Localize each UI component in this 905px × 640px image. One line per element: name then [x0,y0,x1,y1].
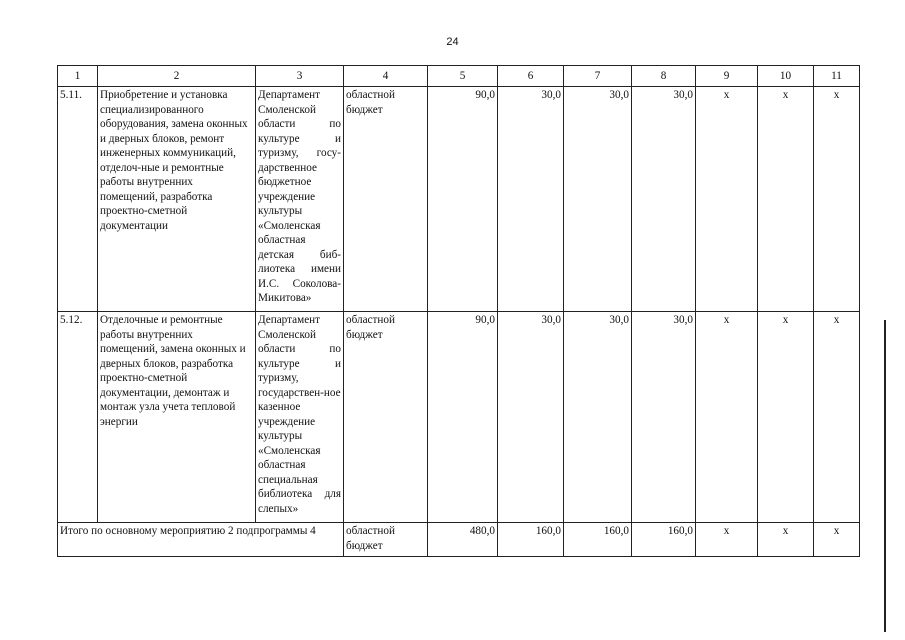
header-cell: 1 [58,66,98,87]
row-indicator: x [696,312,758,523]
row-description: Приобретение и установка специализированного оборудования, замена оконных и дверных блоков, ремонт инженерных коммуникаций, отделоч-ные и ремонтные работы внутренних помещений, разработка проектно-сметной документации [98,87,256,312]
row-indicator: x [758,87,814,312]
row-funding-source: областной бюджет [344,312,428,523]
total-value-year1: 160,0 [498,523,564,557]
header-cell: 7 [564,66,632,87]
row-value-year3: 30,0 [632,87,696,312]
row-value-year3: 30,0 [632,312,696,523]
row-executor: Департамент Смоленской области по культуре и туризму, госу-дарственное бюджетное учреждение культуры «Смоленская областная детская биб-лиотека имени И.С. Соколова-Микитова» [256,87,344,312]
row-value-year1: 30,0 [498,87,564,312]
header-cell: 9 [696,66,758,87]
header-cell: 4 [344,66,428,87]
row-number: 5.11. [58,87,98,312]
row-number: 5.12. [58,312,98,523]
row-executor: Департамент Смоленской области по культуре и туризму, государствен-ное казенное учреждение культуры «Смоленская областная специальная библиотека для слепых» [256,312,344,523]
total-funding-source: областной бюджет [344,523,428,557]
total-indicator: x [696,523,758,557]
table-row [58,87,860,312]
total-row [58,523,860,557]
header-cell: 2 [98,66,256,87]
total-indicator: x [814,523,860,557]
header-cell: 10 [758,66,814,87]
total-value-total: 480,0 [428,523,498,557]
margin-line [884,320,886,632]
row-value-year2: 30,0 [564,87,632,312]
column-number-row [58,66,860,87]
row-indicator: x [814,312,860,523]
budget-table [57,65,860,557]
row-value-total: 90,0 [428,87,498,312]
total-label: Итого по основному мероприятию 2 подпрограммы 4 [58,523,344,557]
total-value-year2: 160,0 [564,523,632,557]
header-cell: 6 [498,66,564,87]
page-number: 24 [446,36,459,48]
row-description: Отделочные и ремонтные работы внутренних помещений, замена оконных и дверных блоков, разработка проектно-сметной документации, демонтаж и монтаж узла учета тепловой энергии [98,312,256,523]
total-value-year3: 160,0 [632,523,696,557]
row-funding-source: областной бюджет [344,87,428,312]
table-row [58,312,860,523]
total-indicator: x [758,523,814,557]
row-indicator: x [758,312,814,523]
header-cell: 8 [632,66,696,87]
row-indicator: x [814,87,860,312]
row-value-year1: 30,0 [498,312,564,523]
header-cell: 11 [814,66,860,87]
header-cell: 3 [256,66,344,87]
row-value-year2: 30,0 [564,312,632,523]
header-cell: 5 [428,66,498,87]
row-indicator: x [696,87,758,312]
row-value-total: 90,0 [428,312,498,523]
